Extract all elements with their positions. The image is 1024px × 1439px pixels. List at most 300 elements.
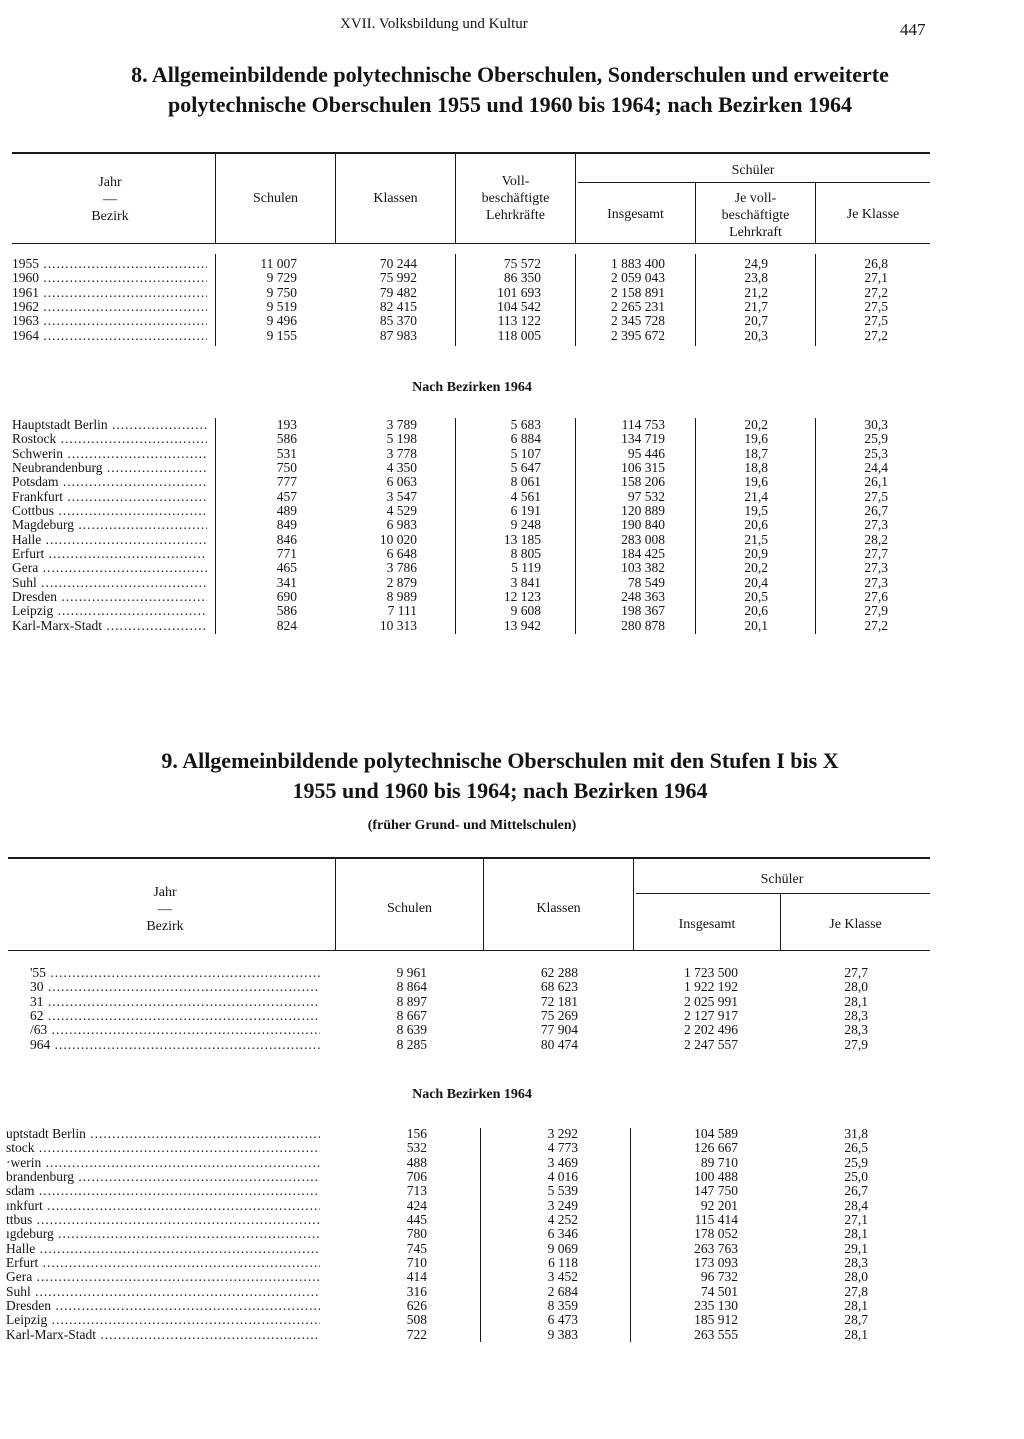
row-label: Frankfurt ..... xyxy=(12,490,207,504)
cell-schulen: 713 xyxy=(406,1183,427,1199)
cell-schulen: 9 729 xyxy=(266,270,297,286)
table-row xyxy=(12,300,930,314)
cell-insg: 2 059 043 xyxy=(611,270,665,286)
cell-klassen: 6 118 xyxy=(548,1255,578,1271)
table8-head-schulen: Schulen xyxy=(252,191,299,206)
row-label: 62 ..... xyxy=(30,1009,320,1023)
cell-schulen: 8 864 xyxy=(396,979,427,995)
cell-lehr: 13 185 xyxy=(503,531,541,547)
table8-section-label: Nach Bezirken 1964 xyxy=(412,380,532,395)
table9-head-schulen: Schulen xyxy=(386,901,433,916)
cell-schulen: 9 961 xyxy=(396,965,427,980)
table-row xyxy=(30,1009,930,1023)
cell-klassen: 87 983 xyxy=(379,327,417,343)
table8-schueler-rule xyxy=(578,182,930,183)
cell-schulen: 8 285 xyxy=(396,1036,427,1052)
cell-je-lehr: 20,9 xyxy=(744,546,768,562)
cell-klassen: 3 452 xyxy=(547,1269,578,1285)
row-label: Schwerin ..... xyxy=(12,447,207,461)
cell-klassen: 6 648 xyxy=(386,546,417,562)
cell-schulen: 626 xyxy=(406,1298,427,1314)
cell-je-kl: 29,1 xyxy=(844,1240,868,1256)
cell-je-lehr: 19,6 xyxy=(744,431,768,447)
table9-title-line2: 1955 und 1960 bis 1964; nach Bezirken 1964 xyxy=(292,778,708,803)
cell-insg: 1 723 500 xyxy=(684,965,738,980)
cell-schulen: 849 xyxy=(276,517,297,533)
table-row xyxy=(6,1270,930,1284)
cell-klassen: 6 063 xyxy=(386,474,417,490)
row-label: ·werin ..... xyxy=(6,1156,320,1170)
cell-klassen: 4 252 xyxy=(547,1212,578,1228)
cell-lehr: 3 841 xyxy=(510,574,541,590)
cell-je-kl: 24,4 xyxy=(864,460,888,476)
cell-lehr: 104 542 xyxy=(497,299,541,315)
cell-klassen: 75 269 xyxy=(540,1008,578,1024)
table9-schueler-rule xyxy=(636,893,930,894)
cell-klassen: 70 244 xyxy=(379,256,417,271)
table-row xyxy=(12,576,930,590)
cell-je-kl: 27,2 xyxy=(864,284,888,300)
cell-schulen: 846 xyxy=(276,531,297,547)
table9-district-rows xyxy=(6,1127,930,1342)
row-label: Halle ..... xyxy=(12,533,207,547)
row-label: Dresden ..... xyxy=(12,590,207,604)
cell-klassen: 9 069 xyxy=(547,1240,578,1256)
cell-je-kl: 26,1 xyxy=(864,474,888,490)
table-row xyxy=(30,966,930,980)
table9-header-rule xyxy=(8,950,930,951)
table8-head-bezirk: Bezirk xyxy=(91,209,129,224)
cell-je-kl: 30,3 xyxy=(864,417,888,432)
table9-head-je-klasse: Je Klasse xyxy=(829,917,882,932)
cell-insg: 1 883 400 xyxy=(611,256,665,271)
row-label: Erfurt ..... xyxy=(12,547,207,561)
table8-year-rows xyxy=(12,257,930,343)
table9-head-insgesamt: Insgesamt xyxy=(678,917,736,932)
cell-je-kl: 27,1 xyxy=(844,1212,868,1228)
row-label: /63 ..... xyxy=(30,1023,320,1037)
cell-schulen: 488 xyxy=(406,1154,427,1170)
cell-klassen: 8 359 xyxy=(547,1298,578,1314)
cell-insg: 2 345 728 xyxy=(611,313,665,329)
cell-je-kl: 27,1 xyxy=(864,270,888,286)
row-label: Halle ..... xyxy=(6,1242,320,1256)
cell-schulen: 341 xyxy=(276,574,297,590)
cell-lehr: 5 647 xyxy=(510,460,541,476)
cell-insg: 97 532 xyxy=(627,488,665,504)
cell-je-lehr: 20,6 xyxy=(744,517,768,533)
cell-je-lehr: 21,5 xyxy=(744,531,768,547)
cell-lehr: 9 248 xyxy=(510,517,541,533)
row-label: Erfurt ..... xyxy=(6,1256,320,1270)
cell-je-lehr: 21,4 xyxy=(744,488,768,504)
cell-schulen: 193 xyxy=(276,417,297,432)
cell-insg: 198 367 xyxy=(621,603,665,619)
cell-schulen: 8 897 xyxy=(396,993,427,1009)
cell-je-kl: 27,8 xyxy=(844,1283,868,1299)
cell-je-kl: 27,6 xyxy=(864,589,888,605)
table8-title-line2: polytechnische Oberschulen 1955 und 1960 bis 1964; nach Bezirken 1964 xyxy=(168,92,852,117)
table-row xyxy=(12,461,930,475)
table9-title xyxy=(40,746,960,806)
cell-lehr: 101 693 xyxy=(497,284,541,300)
cell-klassen: 9 383 xyxy=(547,1326,578,1342)
cell-klassen: 5 198 xyxy=(386,431,417,447)
row-label: ttbus ..... xyxy=(6,1213,320,1227)
cell-je-kl: 28,3 xyxy=(844,1255,868,1271)
table-row xyxy=(6,1227,930,1241)
table8-district-rows xyxy=(12,418,930,633)
cell-klassen: 5 539 xyxy=(547,1183,578,1199)
row-label: Gera ..... xyxy=(6,1270,320,1284)
table-row xyxy=(12,271,930,285)
table-row xyxy=(12,518,930,532)
cell-insg: 184 425 xyxy=(621,546,665,562)
cell-klassen: 80 474 xyxy=(540,1036,578,1052)
cell-lehr: 118 005 xyxy=(497,327,541,343)
cell-klassen: 3 469 xyxy=(547,1154,578,1170)
cell-schulen: 8 639 xyxy=(396,1022,427,1038)
cell-insg: 158 206 xyxy=(621,474,665,490)
cell-insg: 173 093 xyxy=(694,1255,738,1271)
cell-schulen: 414 xyxy=(406,1269,427,1285)
table-row xyxy=(6,1127,930,1141)
cell-insg: 115 414 xyxy=(694,1212,738,1228)
cell-schulen: 710 xyxy=(406,1255,427,1271)
cell-je-kl: 26,8 xyxy=(864,256,888,271)
table-row xyxy=(12,504,930,518)
table-row xyxy=(30,995,930,1009)
cell-je-kl: 28,1 xyxy=(844,1298,868,1314)
table-row xyxy=(12,475,930,489)
cell-je-lehr: 20,4 xyxy=(744,574,768,590)
cell-je-kl: 27,5 xyxy=(864,488,888,504)
row-label: Karl-Marx-Stadt ..... xyxy=(12,619,207,633)
cell-klassen: 6 346 xyxy=(547,1226,578,1242)
cell-klassen: 6 473 xyxy=(547,1312,578,1328)
cell-je-kl: 28,3 xyxy=(844,1022,868,1038)
cell-je-kl: 25,9 xyxy=(844,1154,868,1170)
cell-je-lehr: 23,8 xyxy=(744,270,768,286)
cell-je-lehr: 20,2 xyxy=(744,417,768,432)
cell-klassen: 4 016 xyxy=(547,1169,578,1185)
cell-je-kl: 27,2 xyxy=(864,327,888,343)
cell-klassen: 3 786 xyxy=(386,560,417,576)
cell-je-kl: 27,7 xyxy=(844,965,868,980)
table9-title-line1: 9. Allgemeinbildende polytechnische Oberschulen mit den Stufen I bis X xyxy=(161,748,839,773)
row-label: Magdeburg ..... xyxy=(12,518,207,532)
table-row xyxy=(12,432,930,446)
table9-head-schueler: Schüler xyxy=(760,872,804,887)
cell-schulen: 777 xyxy=(276,474,297,490)
table-row xyxy=(12,257,930,271)
row-label: brandenburg ..... xyxy=(6,1170,320,1184)
table9-section-label: Nach Bezirken 1964 xyxy=(412,1087,532,1102)
table8-head-klassen: Klassen xyxy=(373,191,418,206)
row-label: Suhl ..... xyxy=(6,1285,320,1299)
cell-schulen: 9 519 xyxy=(266,299,297,315)
cell-klassen: 6 983 xyxy=(386,517,417,533)
cell-insg: 78 549 xyxy=(627,574,665,590)
table-row xyxy=(6,1328,930,1342)
table9-subtitle: (früher Grund- und Mittelschulen) xyxy=(367,818,577,833)
row-label: 1960 ..... xyxy=(12,271,207,285)
cell-insg: 103 382 xyxy=(621,560,665,576)
table-row xyxy=(12,490,930,504)
cell-je-lehr: 20,6 xyxy=(744,603,768,619)
table8-head-je-lehr-2: beschäftigte xyxy=(721,208,790,223)
cell-insg: 120 889 xyxy=(621,503,665,519)
table9-head-jahr: Jahr xyxy=(153,885,177,900)
row-label: Neubrandenburg ..... xyxy=(12,461,207,475)
table8-title-line1: 8. Allgemeinbildende polytechnische Oberschulen, Sonderschulen und erweiterte xyxy=(131,62,889,87)
table-row xyxy=(12,329,930,343)
table-row xyxy=(12,590,930,604)
cell-je-kl: 28,1 xyxy=(844,993,868,1009)
row-label: Leipzig ..... xyxy=(6,1313,320,1327)
table-row xyxy=(6,1256,930,1270)
cell-klassen: 3 249 xyxy=(547,1197,578,1213)
cell-insg: 96 732 xyxy=(700,1269,738,1285)
cell-lehr: 6 884 xyxy=(510,431,541,447)
table-row xyxy=(6,1156,930,1170)
table-row xyxy=(12,418,930,432)
table-row xyxy=(12,533,930,547)
cell-schulen: 586 xyxy=(276,603,297,619)
cell-lehr: 5 107 xyxy=(510,445,541,461)
table9-head-klassen: Klassen xyxy=(536,901,581,916)
cell-je-kl: 27,2 xyxy=(864,617,888,633)
cell-insg: 126 667 xyxy=(694,1140,738,1156)
cell-schulen: 156 xyxy=(406,1126,427,1141)
cell-je-kl: 25,9 xyxy=(864,431,888,447)
cell-je-kl: 28,1 xyxy=(844,1326,868,1342)
cell-klassen: 3 547 xyxy=(386,488,417,504)
row-label: stock ..... xyxy=(6,1141,320,1155)
cell-schulen: 9 750 xyxy=(266,284,297,300)
cell-insg: 147 750 xyxy=(694,1183,738,1199)
cell-insg: 2 202 496 xyxy=(684,1022,738,1038)
cell-klassen: 62 288 xyxy=(540,965,578,980)
cell-lehr: 12 123 xyxy=(503,589,541,605)
row-label: Karl-Marx-Stadt ..... xyxy=(6,1328,320,1342)
cell-je-kl: 27,3 xyxy=(864,560,888,576)
cell-insg: 134 719 xyxy=(621,431,665,447)
cell-insg: 106 315 xyxy=(621,460,665,476)
table-row xyxy=(12,447,930,461)
cell-schulen: 457 xyxy=(276,488,297,504)
cell-je-lehr: 20,7 xyxy=(744,313,768,329)
cell-klassen: 75 992 xyxy=(379,270,417,286)
table-row xyxy=(6,1299,930,1313)
table-row xyxy=(30,980,930,994)
cell-schulen: 532 xyxy=(406,1140,427,1156)
row-label: 31 ..... xyxy=(30,995,320,1009)
table8-head-lehr-1: Voll- xyxy=(501,174,530,189)
cell-insg: 2 025 991 xyxy=(684,993,738,1009)
row-label: 1961 ..... xyxy=(12,286,207,300)
row-label: 964 ..... xyxy=(30,1038,320,1052)
row-label: Dresden ..... xyxy=(6,1299,320,1313)
row-label: '55 ..... xyxy=(30,966,320,980)
cell-je-kl: 27,9 xyxy=(844,1036,868,1052)
cell-lehr: 113 122 xyxy=(497,313,541,329)
cell-schulen: 706 xyxy=(406,1169,427,1185)
cell-insg: 95 446 xyxy=(627,445,665,461)
cell-insg: 89 710 xyxy=(700,1154,738,1170)
cell-klassen: 4 529 xyxy=(386,503,417,519)
table-row xyxy=(12,547,930,561)
table-row xyxy=(12,604,930,618)
cell-je-kl: 27,7 xyxy=(864,546,888,562)
cell-schulen: 9 155 xyxy=(266,327,297,343)
cell-insg: 263 555 xyxy=(694,1326,738,1342)
table8-head-jahr-bezirk xyxy=(60,174,160,225)
cell-je-kl: 28,1 xyxy=(844,1226,868,1242)
table-row xyxy=(6,1141,930,1155)
cell-lehr: 4 561 xyxy=(510,488,541,504)
table9-top-rule xyxy=(8,857,930,859)
cell-je-kl: 26,5 xyxy=(844,1140,868,1156)
cell-je-lehr: 19,5 xyxy=(744,503,768,519)
cell-insg: 190 840 xyxy=(621,517,665,533)
table-row xyxy=(30,1023,930,1037)
row-label: Rostock ..... xyxy=(12,432,207,446)
cell-schulen: 424 xyxy=(406,1197,427,1213)
cell-je-lehr: 21,7 xyxy=(744,299,768,315)
cell-je-kl: 28,0 xyxy=(844,979,868,995)
cell-je-lehr: 20,1 xyxy=(744,617,768,633)
table8-head-je-klasse: Je Klasse xyxy=(846,207,900,222)
cell-schulen: 586 xyxy=(276,431,297,447)
cell-lehr: 5 683 xyxy=(510,417,541,432)
cell-je-lehr: 18,7 xyxy=(744,445,768,461)
cell-lehr: 86 350 xyxy=(503,270,541,286)
cell-je-kl: 27,9 xyxy=(864,603,888,619)
table8-head-jahr: Jahr xyxy=(98,175,122,190)
cell-schulen: 445 xyxy=(406,1212,427,1228)
table8-header-rule xyxy=(12,243,930,244)
cell-je-lehr: 21,2 xyxy=(744,284,768,300)
cell-je-kl: 31,8 xyxy=(844,1126,868,1141)
cell-lehr: 8 805 xyxy=(510,546,541,562)
table-row xyxy=(6,1313,930,1327)
cell-schulen: 8 667 xyxy=(396,1008,427,1024)
table-row xyxy=(12,314,930,328)
cell-schulen: 690 xyxy=(276,589,297,605)
cell-je-kl: 27,5 xyxy=(864,299,888,315)
cell-insg: 185 912 xyxy=(694,1312,738,1328)
cell-je-kl: 28,4 xyxy=(844,1197,868,1213)
row-label: Suhl ..... xyxy=(12,576,207,590)
row-label: Potsdam ..... xyxy=(12,475,207,489)
row-label: uptstadt Berlin ..... xyxy=(6,1127,320,1141)
cell-lehr: 5 119 xyxy=(511,560,541,576)
row-label: sdam ..... xyxy=(6,1184,320,1198)
cell-insg: 104 589 xyxy=(694,1126,738,1141)
table-row xyxy=(12,561,930,575)
table-row xyxy=(12,286,930,300)
cell-insg: 2 127 917 xyxy=(684,1008,738,1024)
cell-je-kl: 26,7 xyxy=(844,1183,868,1199)
cell-je-lehr: 20,2 xyxy=(744,560,768,576)
cell-klassen: 2 684 xyxy=(547,1283,578,1299)
cell-schulen: 824 xyxy=(276,617,297,633)
cell-klassen: 77 904 xyxy=(540,1022,578,1038)
cell-insg: 280 878 xyxy=(621,617,665,633)
cell-je-lehr: 20,5 xyxy=(744,589,768,605)
table8-head-je-lehr-1: Je voll- xyxy=(734,191,777,206)
cell-je-kl: 28,2 xyxy=(864,531,888,547)
cell-insg: 248 363 xyxy=(621,589,665,605)
row-label: 30 ..... xyxy=(30,980,320,994)
cell-klassen: 82 415 xyxy=(379,299,417,315)
cell-klassen: 4 350 xyxy=(386,460,417,476)
table8-head-lehr-3: Lehrkräfte xyxy=(485,208,546,223)
cell-lehr: 13 942 xyxy=(503,617,541,633)
cell-schulen: 771 xyxy=(276,546,297,562)
cell-je-lehr: 20,3 xyxy=(744,327,768,343)
table-row xyxy=(6,1242,930,1256)
cell-lehr: 6 191 xyxy=(510,503,541,519)
table8-head-dash: — xyxy=(103,192,117,207)
cell-je-kl: 28,7 xyxy=(844,1312,868,1328)
cell-insg: 92 201 xyxy=(700,1197,738,1213)
cell-schulen: 316 xyxy=(406,1283,427,1299)
row-label: ınkfurt ..... xyxy=(6,1199,320,1213)
cell-je-kl: 25,3 xyxy=(864,445,888,461)
table8-head-insgesamt: Insgesamt xyxy=(607,207,664,222)
table9-head-jahr-bezirk xyxy=(115,884,215,935)
row-label: ıgdeburg ..... xyxy=(6,1227,320,1241)
cell-insg: 2 395 672 xyxy=(611,327,665,343)
table-row xyxy=(6,1285,930,1299)
cell-schulen: 508 xyxy=(406,1312,427,1328)
cell-insg: 1 922 192 xyxy=(684,979,738,995)
cell-klassen: 85 370 xyxy=(379,313,417,329)
cell-je-lehr: 18,8 xyxy=(744,460,768,476)
cell-klassen: 79 482 xyxy=(379,284,417,300)
cell-insg: 114 753 xyxy=(621,417,665,432)
table8-head-je-lehr-3: Lehrkraft xyxy=(729,225,782,240)
cell-lehr: 8 061 xyxy=(510,474,541,490)
cell-je-kl: 25,0 xyxy=(844,1169,868,1185)
row-label: 1963 ..... xyxy=(12,314,207,328)
cell-je-lehr: 24,9 xyxy=(744,256,768,271)
table-row xyxy=(6,1213,930,1227)
table8-head-lehrkraefte xyxy=(456,173,575,224)
cell-je-kl: 28,0 xyxy=(844,1269,868,1285)
table9-year-rows xyxy=(30,966,930,1052)
row-label: 1964 ..... xyxy=(12,329,207,343)
cell-insg: 74 501 xyxy=(700,1283,738,1299)
cell-klassen: 2 879 xyxy=(386,574,417,590)
cell-je-kl: 27,5 xyxy=(864,313,888,329)
table9-head-bezirk: Bezirk xyxy=(146,919,184,934)
cell-insg: 178 052 xyxy=(694,1226,738,1242)
cell-je-kl: 28,3 xyxy=(844,1008,868,1024)
cell-klassen: 10 020 xyxy=(379,531,417,547)
table-row xyxy=(6,1184,930,1198)
cell-klassen: 3 789 xyxy=(386,417,417,432)
table-row xyxy=(30,1038,930,1052)
cell-insg: 100 488 xyxy=(694,1169,738,1185)
table8-head-schueler: Schüler xyxy=(731,163,775,178)
row-label: 1962 ..... xyxy=(12,300,207,314)
table8-head-je-lehrkraft xyxy=(696,190,815,241)
row-label: 1955 ..... xyxy=(12,257,207,271)
row-label: Hauptstadt Berlin ..... xyxy=(12,418,207,432)
